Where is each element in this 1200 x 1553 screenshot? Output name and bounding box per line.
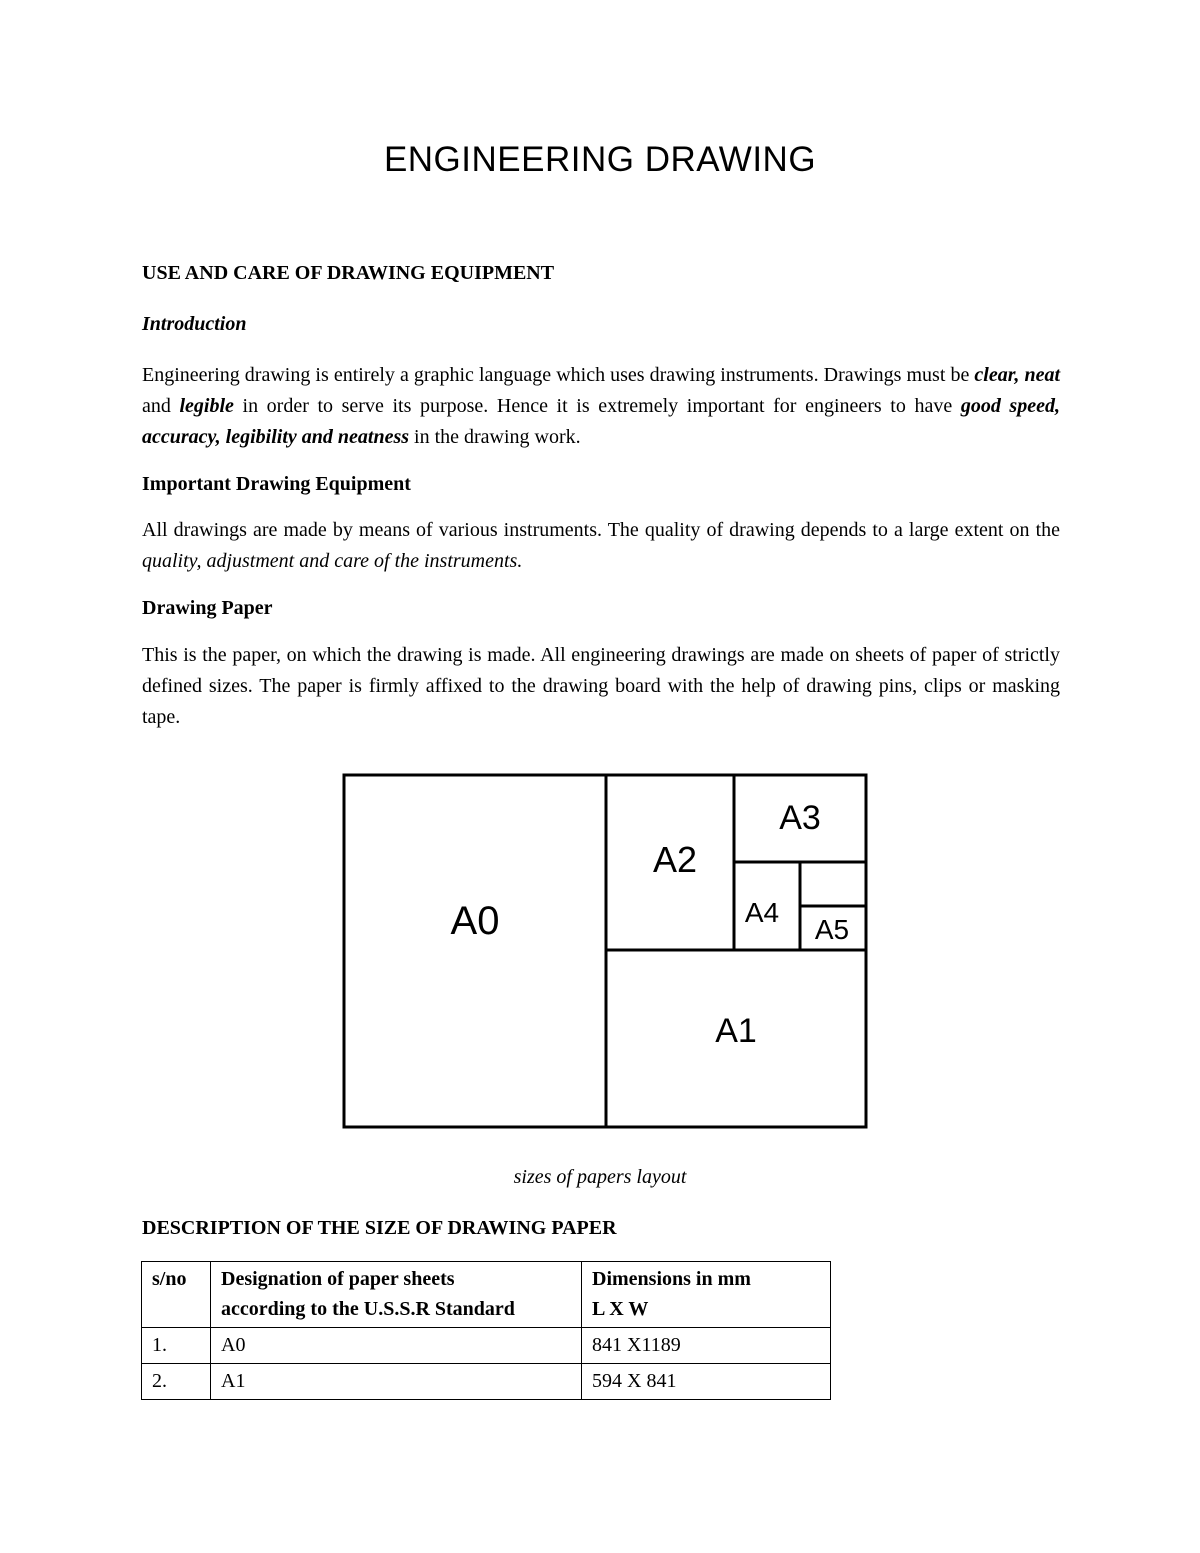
- page-title: ENGINEERING DRAWING: [383, 140, 817, 179]
- label-a2: A2: [652, 839, 698, 880]
- intro-paragraph: Engineering drawing is entirely a graphic language which uses drawing instruments. Drawings must be clear, neat and legible in order to serve its purpose. Hence it is extremely important for engineers to have good speed, accuracy, legibility and neatness in the drawing work.: [142, 364, 1061, 448]
- equipment-heading: Important Drawing Equipment: [142, 473, 411, 495]
- cell-dimensions: 841 X1189: [582, 1328, 831, 1364]
- paper-size-table: [141, 1261, 831, 1400]
- section-heading: USE AND CARE OF DRAWING EQUIPMENT: [142, 262, 555, 284]
- cell-designation: A0: [211, 1328, 582, 1364]
- label-a0: A0: [450, 899, 500, 943]
- label-a5: A5: [814, 914, 850, 945]
- header-sno: s/no: [142, 1262, 211, 1328]
- paper-paragraph: This is the paper, on which the drawing is made. All engineering drawings are made on sheets of paper of strictly defined sizes. The paper is firmly affixed to the drawing board with the help of drawing pins, clips or masking tape.: [142, 644, 1060, 728]
- paper-heading: Drawing Paper: [142, 597, 273, 619]
- table-row: [142, 1364, 831, 1400]
- cell-sno: 1.: [142, 1328, 211, 1364]
- header-dimensions: Dimensions in mm L X W: [582, 1262, 831, 1328]
- equipment-paragraph: All drawings are made by means of various instruments. The quality of drawing depends to a large extent on the quality, adjustment and care of the instruments.: [142, 519, 1060, 572]
- table-heading: DESCRIPTION OF THE SIZE OF DRAWING PAPER: [142, 1217, 617, 1239]
- cell-sno: 2.: [142, 1364, 211, 1400]
- cell-dimensions: 594 X 841: [582, 1364, 831, 1400]
- intro-heading: Introduction: [142, 313, 247, 335]
- label-a4: A4: [744, 897, 780, 928]
- label-a1: A1: [715, 1012, 757, 1050]
- header-designation: Designation of paper sheets according to the U.S.S.R Standard: [211, 1262, 582, 1328]
- table-header-row: [142, 1262, 831, 1328]
- paper-sizes-diagram: [330, 762, 880, 1142]
- table-row: [142, 1328, 831, 1364]
- cell-designation: A1: [211, 1364, 582, 1400]
- diagram-caption: sizes of papers layout: [513, 1166, 687, 1188]
- label-a3: A3: [779, 799, 821, 837]
